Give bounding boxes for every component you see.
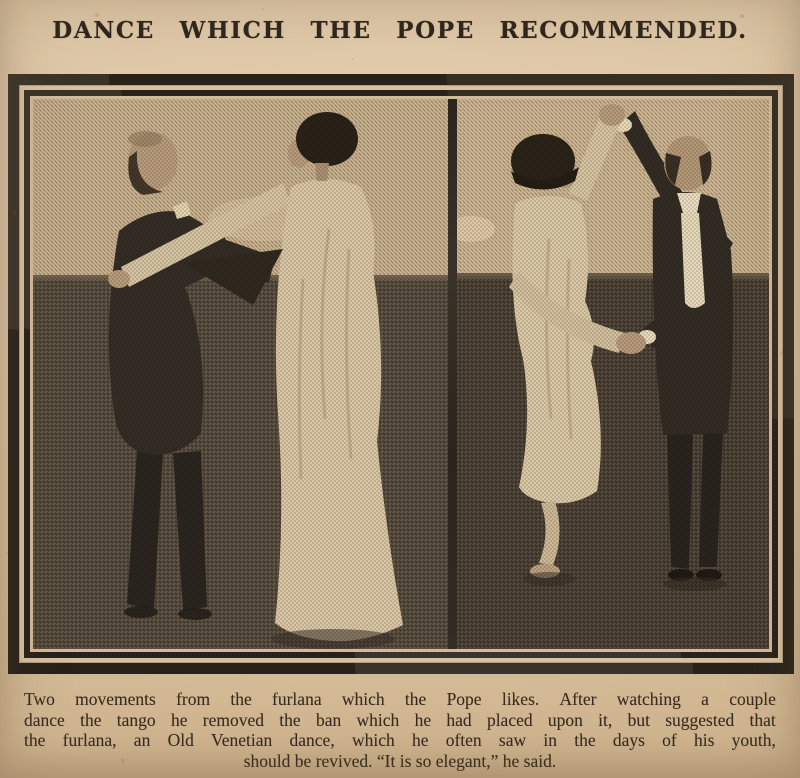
caption-line-4: should be revived. “It is so elegant,” he said.	[243, 750, 557, 771]
headline: DANCE WHICH THE POPE RECOMMENDED.	[52, 17, 748, 44]
photo-divider-rule	[448, 99, 457, 649]
caption-line-1: Two movements from the furlana which the Pope likes. After watching a couple	[24, 689, 776, 709]
photo-left-furlana-movement-1	[33, 99, 448, 649]
photo-right-illustration	[457, 99, 769, 649]
photo-left-illustration	[33, 99, 448, 649]
photo-frame-inner-rule	[24, 90, 778, 658]
photo-pair	[33, 99, 769, 649]
photo-right-furlana-movement-2	[457, 99, 769, 649]
photo-frame	[8, 74, 794, 674]
caption	[24, 689, 776, 771]
caption-line-3: the furlana, an Old Venetian dance, which he often saw in the days of his youth,	[24, 730, 776, 751]
caption-line-2: dance the tango he removed the ban which he had placed upon it, but suggested that	[24, 709, 776, 730]
